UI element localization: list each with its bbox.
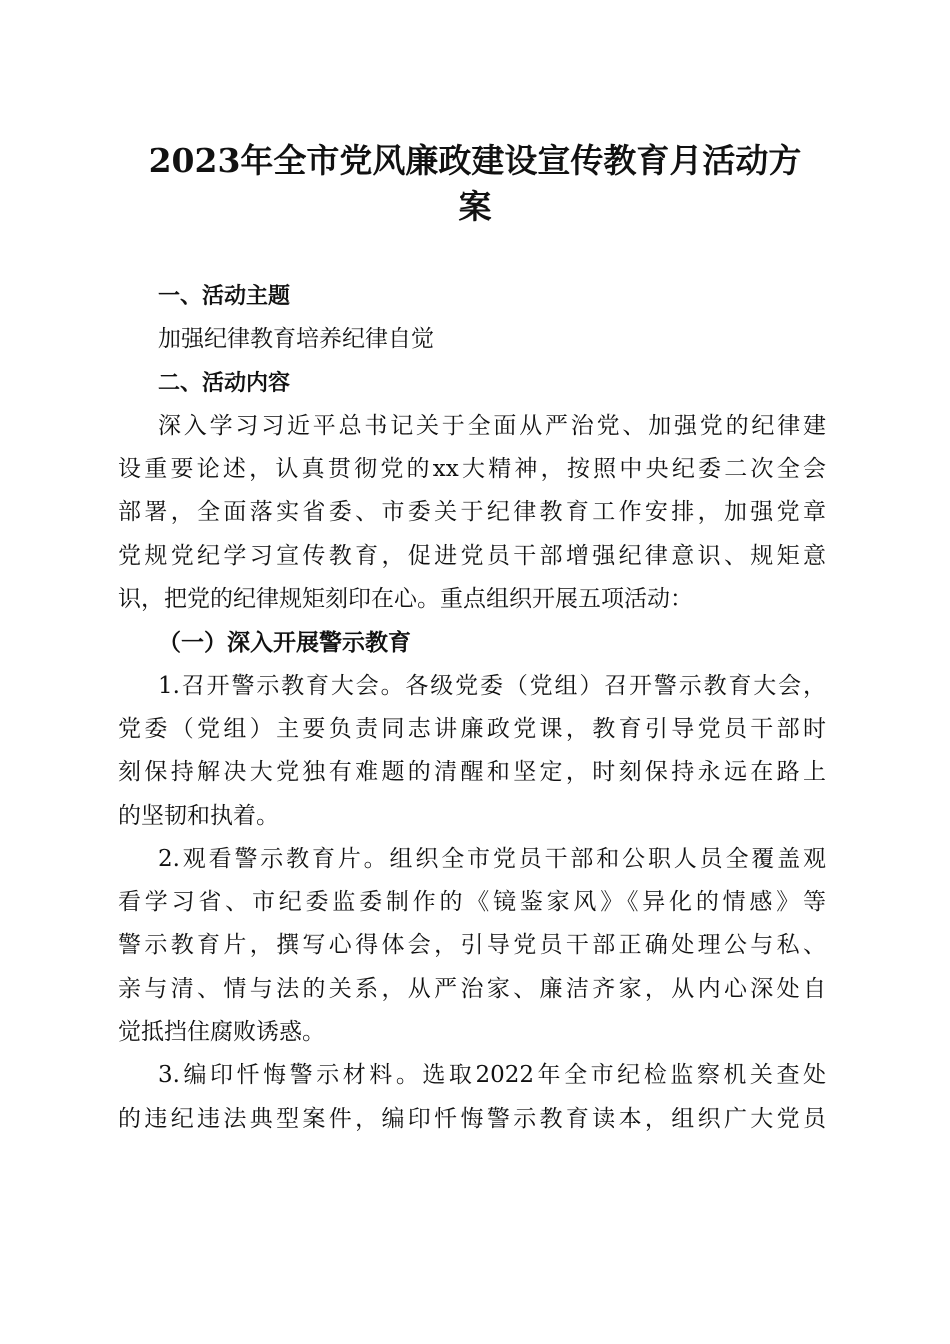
paragraph-line: 党规党纪学习宣传教育，促进党员干部增强纪律意识、规矩意 (118, 542, 826, 569)
paragraph-line: 觉抵挡住腐败诱惑。 (118, 1019, 325, 1046)
paragraph-line: 设重要论述，认真贯彻党的xx大精神，按照中央纪委二次全会 (118, 456, 826, 483)
paragraph-line: 亲与清、情与法的关系，从严治家、廉洁齐家，从内心深处自 (118, 975, 826, 1002)
paragraph-line: 加强纪律教育培养纪律自觉 (158, 326, 434, 353)
subsection-heading-warning-education: （一）深入开展警示教育 (158, 629, 411, 657)
paragraph-line: 看学习省、市纪委监委制作的《镜鉴家风》《异化的情感》等 (118, 889, 826, 916)
section-heading-content: 二、活动内容 (158, 370, 291, 396)
paragraph-line: 部署，全面落实省委、市委关于纪律教育工作安排，加强党章 (118, 499, 826, 526)
document-body (118, 275, 826, 1141)
paragraph-line: 刻保持解决大党独有难题的清醒和坚定，时刻保持永远在路上 (118, 759, 826, 786)
paragraph-line: 的坚韧和执着。 (118, 802, 279, 829)
paragraph-line: 2.观看警示教育片。组织全市党员干部和公职人员全覆盖观 (158, 845, 826, 872)
title-line-2: 案 (458, 187, 492, 226)
paragraph-line: 1.召开警示教育大会。各级党委（党组）召开警示教育大会， (158, 672, 826, 699)
paragraph-line: 党委（党组）主要负责同志讲廉政党课，教育引导党员干部时 (118, 715, 826, 742)
paragraph-line: 识，把党的纪律规矩刻印在心。重点组织开展五项活动： (118, 586, 693, 613)
paragraph-line: 的违纪违法典型案件，编印忏悔警示教育读本，组织广大党员 (118, 1105, 826, 1132)
title-line-1: 2023年全市党风廉政建设宣传教育月活动方 (148, 141, 802, 180)
paragraph-line: 深入学习习近平总书记关于全面从严治党、加强党的纪律建 (158, 412, 826, 439)
paragraph-line: 警示教育片，撰写心得体会，引导党员干部正确处理公与私、 (118, 932, 826, 959)
section-heading-theme: 一、活动主题 (158, 284, 291, 309)
paragraph-line: 3.编印忏悔警示材料。选取2022年全市纪检监察机关查处 (158, 1062, 826, 1089)
document-title (110, 138, 840, 230)
